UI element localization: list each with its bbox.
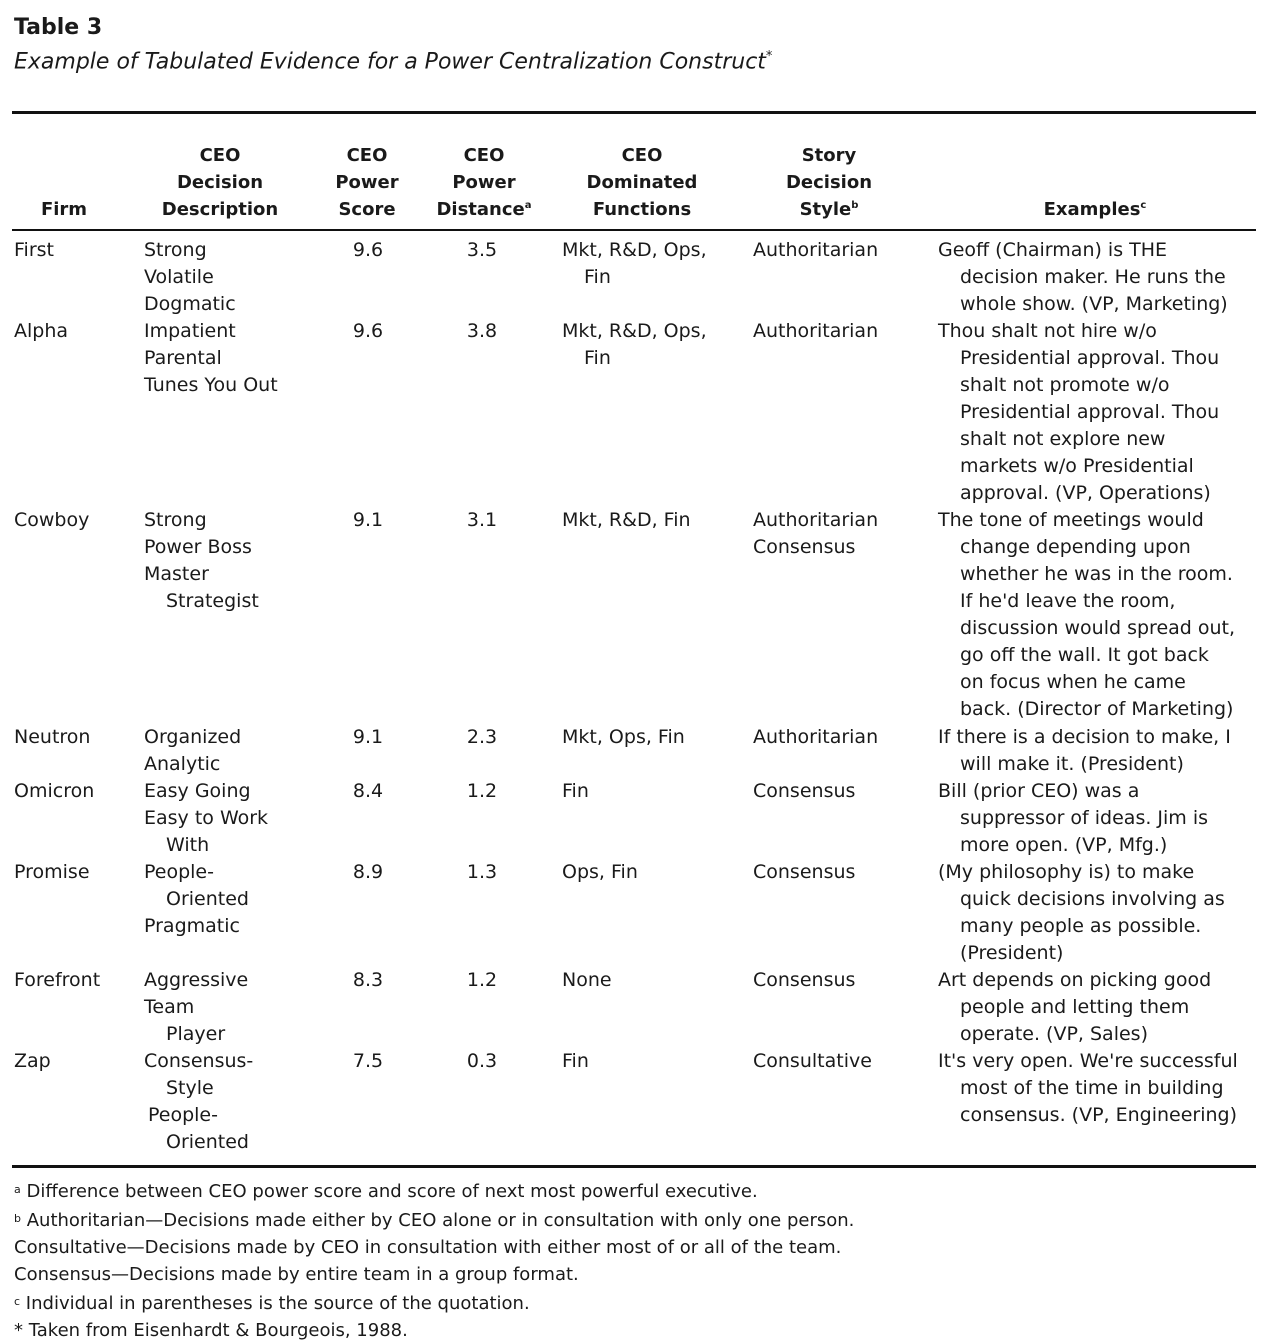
table-label: Table 3 xyxy=(14,15,103,40)
header-description xyxy=(150,142,290,223)
cell-style-line: Consensus xyxy=(753,536,856,558)
cell-functions xyxy=(562,967,612,994)
footnote-c xyxy=(14,1288,854,1317)
cell-description-line: Pragmatic xyxy=(144,915,240,937)
cell-style xyxy=(753,724,878,751)
cell-examples-line: Thou shalt not hire w/o xyxy=(938,320,1157,342)
footnote-b-consultative: Consultative—Decisions made by CEO in consultation with either most of or all of the team. xyxy=(14,1237,842,1258)
cell-examples-line: approval. (VP, Operations) xyxy=(960,482,1211,504)
cell-examples-line: Geoff (Chairman) is THE xyxy=(938,239,1168,261)
cell-examples-line: many people as possible. xyxy=(960,915,1202,937)
footnote-b-consensus: Consensus—Decisions made by entire team in a group format. xyxy=(14,1264,579,1285)
cell-style-line: Authoritarian xyxy=(753,320,879,342)
header-power-score-line: Power xyxy=(335,172,399,193)
cell-examples-line: people and letting them xyxy=(960,996,1190,1018)
cell-description-line: People- xyxy=(144,861,214,883)
footnote-b xyxy=(14,1205,854,1234)
cell-examples-line: shalt not promote w/o xyxy=(960,374,1170,396)
cell-description-line: Team xyxy=(144,996,195,1018)
cell-examples-line: on focus when he came xyxy=(960,671,1186,693)
cell-functions-line: Mkt, R&D, Fin xyxy=(562,509,691,531)
cell-firm: First xyxy=(14,239,54,261)
cell-description xyxy=(144,859,249,940)
cell-description-line: Oriented xyxy=(166,888,249,910)
cell-examples-line: operate. (VP, Sales) xyxy=(960,1023,1148,1045)
cell-examples-line: discussion would spread out, xyxy=(960,617,1236,639)
cell-power-score: 9.6 xyxy=(352,320,384,342)
cell-power-score: 9.1 xyxy=(352,726,384,748)
cell-power-distance: 0.3 xyxy=(466,1050,498,1072)
header-decision-style-mark: b xyxy=(851,200,859,211)
cell-functions-line: Mkt, Ops, Fin xyxy=(562,726,685,748)
cell-examples-line: change depending upon xyxy=(960,536,1191,558)
cell-description-line: Analytic xyxy=(144,753,221,775)
cell-style xyxy=(753,237,878,264)
cell-style xyxy=(753,967,855,994)
cell-power-score: 8.9 xyxy=(352,861,384,883)
cell-power-score: 7.5 xyxy=(352,1050,384,1072)
header-power-distance-line: CEO xyxy=(463,145,505,166)
cell-functions-line: Ops, Fin xyxy=(562,861,638,883)
cell-description-line: Player xyxy=(166,1023,226,1045)
header-firm xyxy=(36,196,92,223)
cell-examples-line: suppressor of ideas. Jim is xyxy=(960,807,1209,829)
cell-firm: Forefront xyxy=(14,969,101,991)
cell-examples-line: will make it. (President) xyxy=(960,753,1184,775)
footnote-c-mark: c xyxy=(14,1295,21,1308)
cell-firm: Omicron xyxy=(14,780,95,802)
footnotes xyxy=(14,1176,854,1344)
cell-examples-line: consensus. (VP, Engineering) xyxy=(960,1104,1238,1126)
cell-power-distance: 3.1 xyxy=(466,509,498,531)
cell-description xyxy=(144,1048,253,1156)
cell-examples xyxy=(938,318,1219,507)
cell-description-line: Easy Going xyxy=(144,780,251,802)
header-power-score-line: CEO xyxy=(346,145,388,166)
cell-examples-line: markets w/o Presidential xyxy=(960,455,1194,477)
cell-style-line: Consensus xyxy=(753,969,856,991)
table-title xyxy=(14,42,772,77)
cell-examples-line: (President) xyxy=(960,942,1064,964)
header-description-line: Decision xyxy=(176,172,264,193)
cell-description-line: Strong xyxy=(144,509,207,531)
header-power-distance-text: Distance xyxy=(436,199,525,220)
cell-firm: Neutron xyxy=(14,726,91,748)
cell-description-line: Easy to Work xyxy=(144,807,269,829)
header-power-score-line: Score xyxy=(338,199,396,220)
header-dominated-functions-line: Functions xyxy=(592,199,692,220)
cell-description-line: Dogmatic xyxy=(144,293,236,315)
header-firm-label: Firm xyxy=(40,199,88,220)
table-title-text: Example of Tabulated Evidence for a Power Centralization Construct xyxy=(14,49,766,75)
cell-examples-line: If there is a decision to make, I xyxy=(938,726,1231,748)
cell-description xyxy=(144,967,248,1048)
header-dominated-functions-line: Dominated xyxy=(586,172,698,193)
cell-examples-line: Bill (prior CEO) was a xyxy=(938,780,1140,802)
cell-power-distance: 3.5 xyxy=(466,239,498,261)
cell-description-line: Organized xyxy=(144,726,242,748)
header-description-line: Description xyxy=(161,199,279,220)
top-rule xyxy=(12,111,1256,114)
cell-description-line: Strategist xyxy=(166,590,259,612)
header-power-score xyxy=(330,142,404,223)
cell-description xyxy=(144,778,268,859)
table-title-mark: * xyxy=(765,49,773,64)
cell-style-line: Consensus xyxy=(753,861,856,883)
header-decision-style xyxy=(776,142,882,223)
footnote-a-mark: a xyxy=(14,1183,21,1196)
cell-description xyxy=(144,237,236,318)
cell-examples-line: Presidential approval. Thou xyxy=(960,347,1220,369)
cell-examples-line: decision maker. He runs the xyxy=(960,266,1226,288)
cell-description-line: Oriented xyxy=(166,1131,249,1153)
cell-style xyxy=(753,507,878,561)
cell-firm: Zap xyxy=(14,1050,51,1072)
cell-examples-line: (My philosophy is) to make xyxy=(938,861,1195,883)
cell-style-line: Consensus xyxy=(753,780,856,802)
cell-description xyxy=(144,318,278,399)
cell-power-distance: 3.8 xyxy=(466,320,498,342)
header-dominated-functions-line: CEO xyxy=(621,145,663,166)
cell-style xyxy=(753,1048,872,1075)
cell-examples-line: If he'd leave the room, xyxy=(960,590,1176,612)
cell-examples xyxy=(938,507,1235,723)
cell-description-line: Impatient xyxy=(144,320,236,342)
cell-style xyxy=(753,778,855,805)
header-decision-style-line: Story xyxy=(801,145,857,166)
cell-description-line: Style xyxy=(166,1077,214,1099)
cell-functions xyxy=(562,1048,589,1075)
cell-style xyxy=(753,318,878,345)
cell-functions-line: Fin xyxy=(584,266,611,288)
cell-examples-line: more open. (VP, Mfg.) xyxy=(960,834,1168,856)
header-examples-text: Examples xyxy=(1043,199,1141,220)
header-power-distance-line xyxy=(428,196,540,223)
cell-description-line: With xyxy=(166,834,210,856)
cell-functions xyxy=(562,237,707,291)
cell-functions xyxy=(562,318,707,372)
cell-functions xyxy=(562,724,685,751)
header-power-distance-mark: a xyxy=(524,200,532,211)
cell-description xyxy=(144,507,259,615)
header-dominated-functions xyxy=(578,142,706,223)
table-caption xyxy=(14,14,772,77)
footnote-source-text: Taken from Eisenhardt & Bourgeois, 1988. xyxy=(28,1320,408,1341)
cell-firm: Cowboy xyxy=(14,509,90,531)
cell-power-score: 9.1 xyxy=(352,509,384,531)
cell-description-line: Volatile xyxy=(144,266,214,288)
cell-power-distance: 2.3 xyxy=(466,726,498,748)
cell-examples-line: most of the time in building xyxy=(960,1077,1224,1099)
cell-style-line: Authoritarian xyxy=(753,239,879,261)
cell-firm: Alpha xyxy=(14,320,69,342)
cell-examples-line: go off the wall. It got back xyxy=(960,644,1209,666)
header-examples-mark: c xyxy=(1140,200,1147,211)
footnote-c-text: Individual in parentheses is the source of the quotation. xyxy=(25,1293,530,1314)
cell-examples xyxy=(938,1048,1238,1129)
cell-examples-line: It's very open. We're successful xyxy=(938,1050,1238,1072)
cell-examples-line: The tone of meetings would xyxy=(938,509,1204,531)
header-examples xyxy=(1030,196,1160,223)
footnote-a xyxy=(14,1176,854,1205)
header-decision-style-text: Style xyxy=(799,199,852,220)
cell-examples-line: whole show. (VP, Marketing) xyxy=(960,293,1228,315)
cell-functions-line: Fin xyxy=(562,1050,589,1072)
cell-examples xyxy=(938,237,1228,318)
cell-power-distance: 1.3 xyxy=(466,861,498,883)
cell-power-distance: 1.2 xyxy=(466,969,498,991)
footnote-a-text: Difference between CEO power score and score of next most powerful executive. xyxy=(26,1181,758,1202)
footnote-b-mark: b xyxy=(14,1212,21,1225)
footnote-source-mark: * xyxy=(14,1320,23,1341)
cell-style xyxy=(753,859,855,886)
cell-description-line: Tunes You Out xyxy=(144,374,278,396)
cell-power-score: 8.4 xyxy=(352,780,384,802)
cell-description-line: Strong xyxy=(144,239,207,261)
cell-description-line: Aggressive xyxy=(144,969,249,991)
cell-examples xyxy=(938,859,1225,967)
cell-description-line: Master xyxy=(144,563,209,585)
cell-examples-line: Art depends on picking good xyxy=(938,969,1212,991)
cell-examples xyxy=(938,724,1231,778)
cell-functions xyxy=(562,859,638,886)
cell-examples-line: back. (Director of Marketing) xyxy=(960,698,1234,720)
cell-description-line: Power Boss xyxy=(144,536,252,558)
header-description-line: CEO xyxy=(199,145,241,166)
header-power-distance-line: Power xyxy=(452,172,516,193)
cell-functions-line: Fin xyxy=(562,780,589,802)
header-rule xyxy=(12,229,1256,231)
cell-style-line: Authoritarian xyxy=(753,509,879,531)
cell-firm: Promise xyxy=(14,861,90,883)
cell-power-score: 8.3 xyxy=(352,969,384,991)
header-examples-line xyxy=(1030,196,1160,223)
cell-examples-line: shalt not explore new xyxy=(960,428,1166,450)
header-power-distance xyxy=(428,142,540,223)
cell-functions-line: Fin xyxy=(584,347,611,369)
cell-examples-line: whether he was in the room. xyxy=(960,563,1233,585)
bottom-rule xyxy=(12,1165,1256,1168)
cell-examples-line: quick decisions involving as xyxy=(960,888,1225,910)
header-decision-style-line: Decision xyxy=(785,172,873,193)
cell-style-line: Authoritarian xyxy=(753,726,879,748)
cell-functions-line: Mkt, R&D, Ops, xyxy=(562,320,707,342)
cell-description-line: Consensus- xyxy=(144,1050,254,1072)
cell-functions-line: Mkt, R&D, Ops, xyxy=(562,239,707,261)
cell-power-score: 9.6 xyxy=(352,239,384,261)
cell-functions xyxy=(562,507,691,534)
cell-examples xyxy=(938,778,1208,859)
cell-examples-line: Presidential approval. Thou xyxy=(960,401,1220,423)
footnote-b-text: Authoritarian—Decisions made either by CEO alone or in consultation with only one person. xyxy=(26,1210,855,1231)
cell-functions xyxy=(562,778,589,805)
cell-functions-line: None xyxy=(562,969,612,991)
cell-power-distance: 1.2 xyxy=(466,780,498,802)
cell-description-line: People- xyxy=(148,1104,218,1126)
cell-style-line: Consultative xyxy=(753,1050,872,1072)
cell-examples xyxy=(938,967,1211,1048)
header-decision-style-line xyxy=(776,196,882,223)
cell-description-line: Parental xyxy=(144,347,222,369)
cell-description xyxy=(144,724,241,778)
